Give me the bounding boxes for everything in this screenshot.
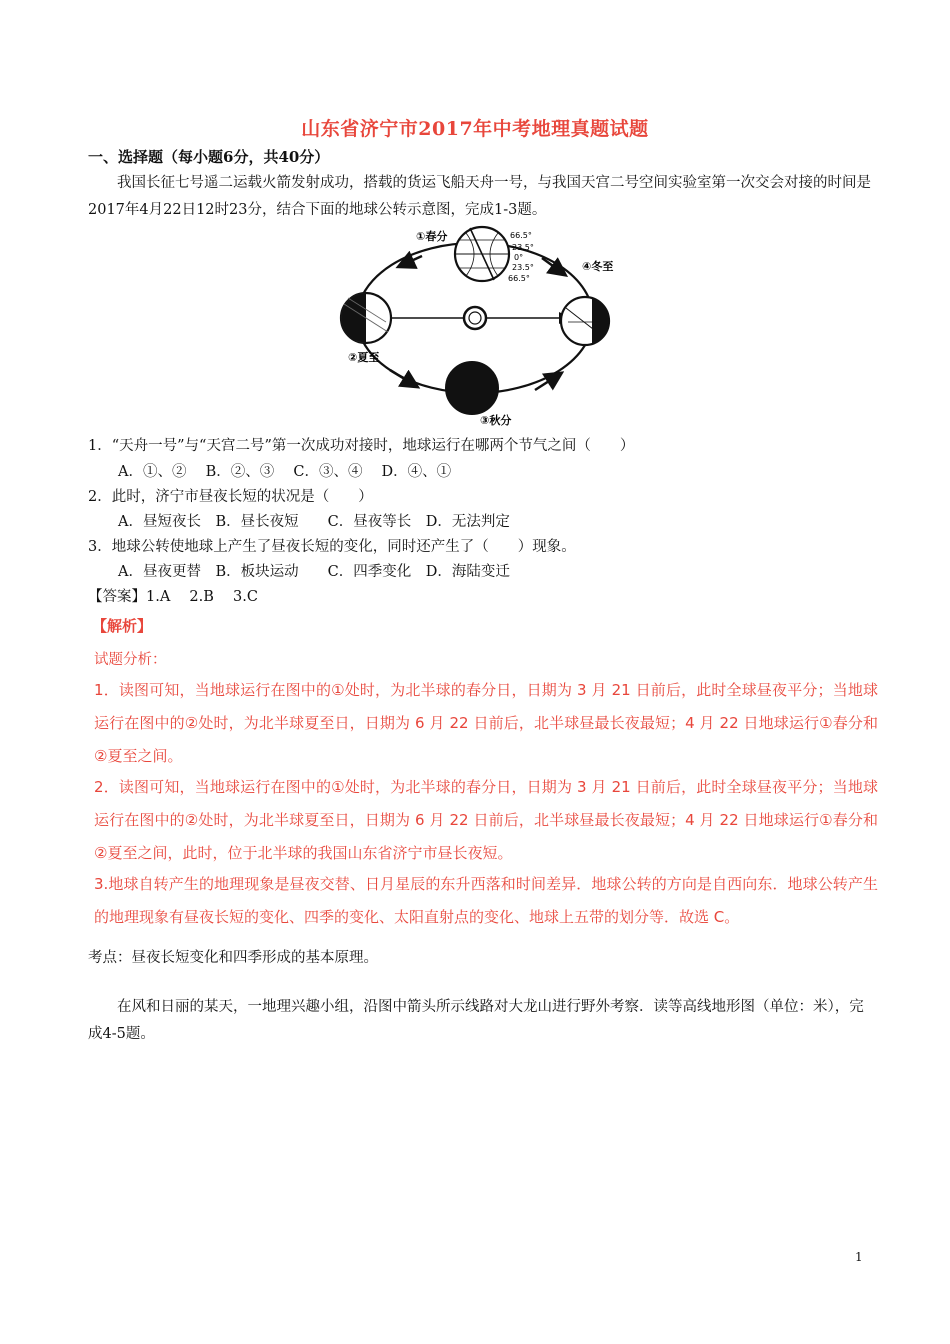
- earth-revolution-diagram: [330, 218, 620, 428]
- analysis-paragraph-2: 2．读图可知，当地球运行在图中的①处时，为北半球的春分日，日期为 3 月 21 日前后，此时全球昼夜平分；当地球运行在图中的②处时，为北半球夏至日，日期为 6 月 22 日前后，北半球昼最长夜最短；4 月 22 日地球运行①春分和②夏至之间，此时，位于北半球的我国山东省济宁市昼长夜短。: [94, 778, 878, 862]
- angle-label: 66.5°: [510, 231, 532, 240]
- page-number: 1: [855, 1250, 863, 1264]
- question-1: 1．“天舟一号”与“天宫二号”第一次成功对接时，地球运行在哪两个节气之间（ ）: [88, 438, 635, 454]
- angle-label: 0°: [514, 253, 524, 262]
- label-autumn: ③秋分: [480, 414, 512, 427]
- question-1-options: A．①、② B．②、③ C．③、④ D．④、①: [118, 464, 452, 480]
- analysis-heading: 【解析】: [92, 617, 153, 635]
- answer-line: 【答案】1.A 2.B 3.C: [88, 589, 258, 605]
- earth-summer: [341, 293, 391, 343]
- analysis-paragraph-3: 3.地球自转产生的地理现象是昼夜交替、日月星辰的东升西落和时间差异．地球公转的方向是自西向东．地球公转产生的地理现象有昼夜长短的变化、四季的变化、太阳直射点的变化、地球上五带的划分等．故选 C。: [94, 875, 878, 926]
- intro-paragraph: 我国长征七号遥二运载火箭发射成功，搭载的货运飞船天舟一号，与我国天宫二号空间实验室第一次交会对接的时间是2017年4月22日12时23分，结合下面的地球公转示意图，完成1-3题。: [88, 175, 871, 218]
- question-3-options: A．昼夜更替 B．板块运动 C．四季变化 D．海陆变迁: [118, 564, 510, 580]
- angle-label: 66.5°: [508, 274, 530, 283]
- label-spring: ①春分: [416, 230, 448, 243]
- orbit-arrow: [390, 370, 416, 386]
- question-3: 3．地球公转使地球上产生了昼夜长短的变化，同时还产生了（ ）现象。: [88, 539, 576, 555]
- earth-spring: [455, 227, 509, 281]
- earth-autumn: [446, 362, 498, 414]
- label-fourth: ④冬至: [582, 260, 614, 273]
- question-2-options: A．昼短夜长 B．昼长夜短 C．昼夜等长 D．无法判定: [118, 514, 510, 530]
- question-2: 2．此时，济宁市昼夜长短的状况是（ ）: [88, 489, 373, 505]
- angle-label: 23.5°: [512, 243, 534, 252]
- kaodian-line: 考点：昼夜长短变化和四季形成的基本原理。: [88, 950, 378, 966]
- angle-label: 23.5°: [512, 263, 534, 272]
- analysis-paragraph-1: 1．读图可知，当地球运行在图中的①处时，为北半球的春分日，日期为 3 月 21 日前后，此时全球昼夜平分；当地球运行在图中的②处时，为北半球夏至日，日期为 6 月 22 日前后，北半球昼最长夜最短；4 月 22 日地球运行①春分和②夏至之间。: [94, 681, 878, 765]
- label-summer: ②夏至: [348, 351, 380, 364]
- section-heading: 一、选择题（每小题6分，共40分）: [88, 148, 330, 166]
- analysis-subheading: 试题分析：: [94, 652, 167, 668]
- document-title: 山东省济宁市2017年中考地理真题试题: [301, 118, 649, 140]
- next-intro-paragraph: 在风和日丽的某天，一地理兴趣小组，沿图中箭头所示线路对大龙山进行野外考察．读等高线地形图（单位：米），完成4-5题。: [88, 999, 864, 1042]
- earth-winter: [561, 297, 609, 345]
